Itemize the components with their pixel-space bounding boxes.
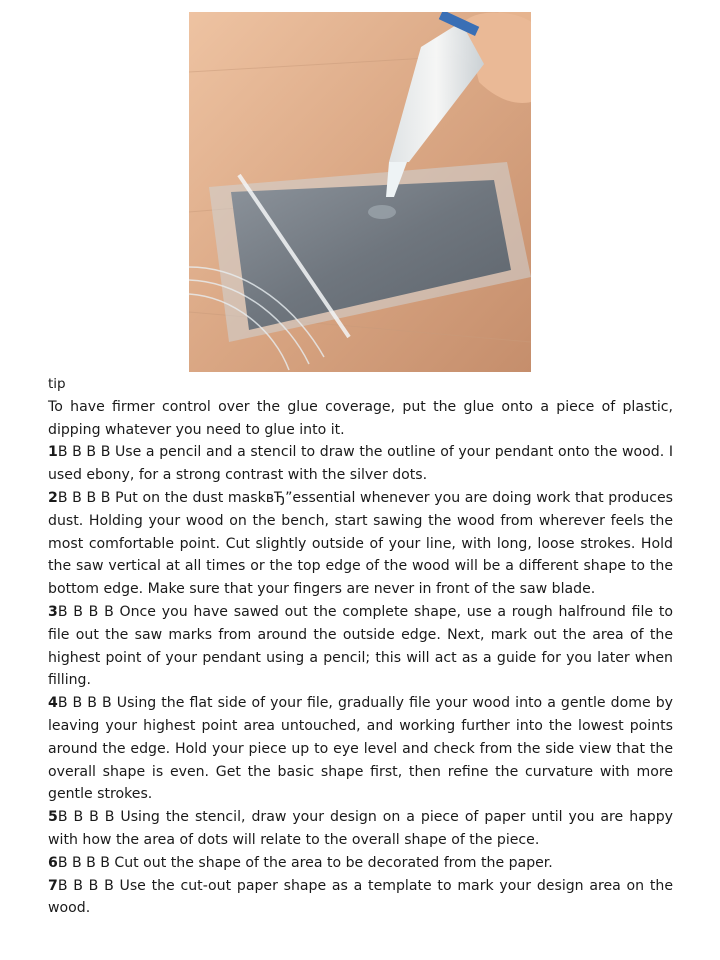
step-3 [48, 601, 673, 692]
step-5 [48, 806, 673, 852]
photo-illustration [189, 12, 531, 372]
tip-label: tip [48, 376, 66, 392]
step-text: В В В В Using the stencil, draw your design on a piece of paper until you are happy with how the area of dots will relate to the overall shape of the piece. [48, 809, 673, 848]
step-text: В В В В Use a pencil and a stencil to draw the outline of your pendant onto the wood. I used ebony, for a strong contrast with the silver dots. [48, 444, 673, 484]
step-text: В В В В Put on the dust maskвЂ”essential whenever you are doing work that produces dust. Holding your wood on the bench, start sawing the wood from wherever feels the most comfortable point. Cut slightly outside of your line, with long, loose strokes. Hold the saw vertical at all times or the top edge of the wood will be a different shape to the bottom edge. Make sure that your fingers are never in front of the saw blade. [48, 489, 673, 598]
step-number: 7 [48, 877, 58, 894]
step-text: В В В В Use the cut-out paper shape as a template to mark your design area on the wood. [48, 877, 673, 917]
instructions-text [48, 373, 673, 920]
step-text: В В В В Using the flat side of your file, gradually file your wood into a gentle dome by leaving your highest point area untouched, and working further into the lowest points around the edge. Hold your piece up to eye level and check from the side view that the overall shape is even. Get the basic shape first, then refine the curvature with more gentle strokes. [48, 695, 673, 803]
step-number: 5 [48, 809, 58, 826]
step-7 [48, 875, 673, 921]
step-2 [48, 487, 673, 601]
glue-drop [368, 205, 396, 219]
step-number: 4 [48, 695, 58, 712]
step-text: В В В В Once you have sawed out the complete shape, use a rough halfround file to file out the saw marks from around the outside edge. Next, mark out the area of the highest point of your pendant using a pencil; this will act as a guide for you later when filling. [48, 603, 673, 689]
step-number: 2 [48, 489, 58, 506]
product-photo-glue-on-plastic [189, 12, 531, 372]
step-text: В В В В Cut out the shape of the area to be decorated from the paper. [57, 854, 553, 871]
tip-text: To have firmer control over the glue coverage, put the glue onto a piece of plastic, dipping whatever you need to glue into it. [48, 398, 673, 438]
step-6 [48, 852, 673, 875]
step-number: 3 [48, 603, 58, 620]
step-4 [48, 692, 673, 806]
step-1 [48, 441, 673, 487]
step-number: 6 [48, 854, 58, 871]
step-number: 1 [48, 444, 58, 461]
